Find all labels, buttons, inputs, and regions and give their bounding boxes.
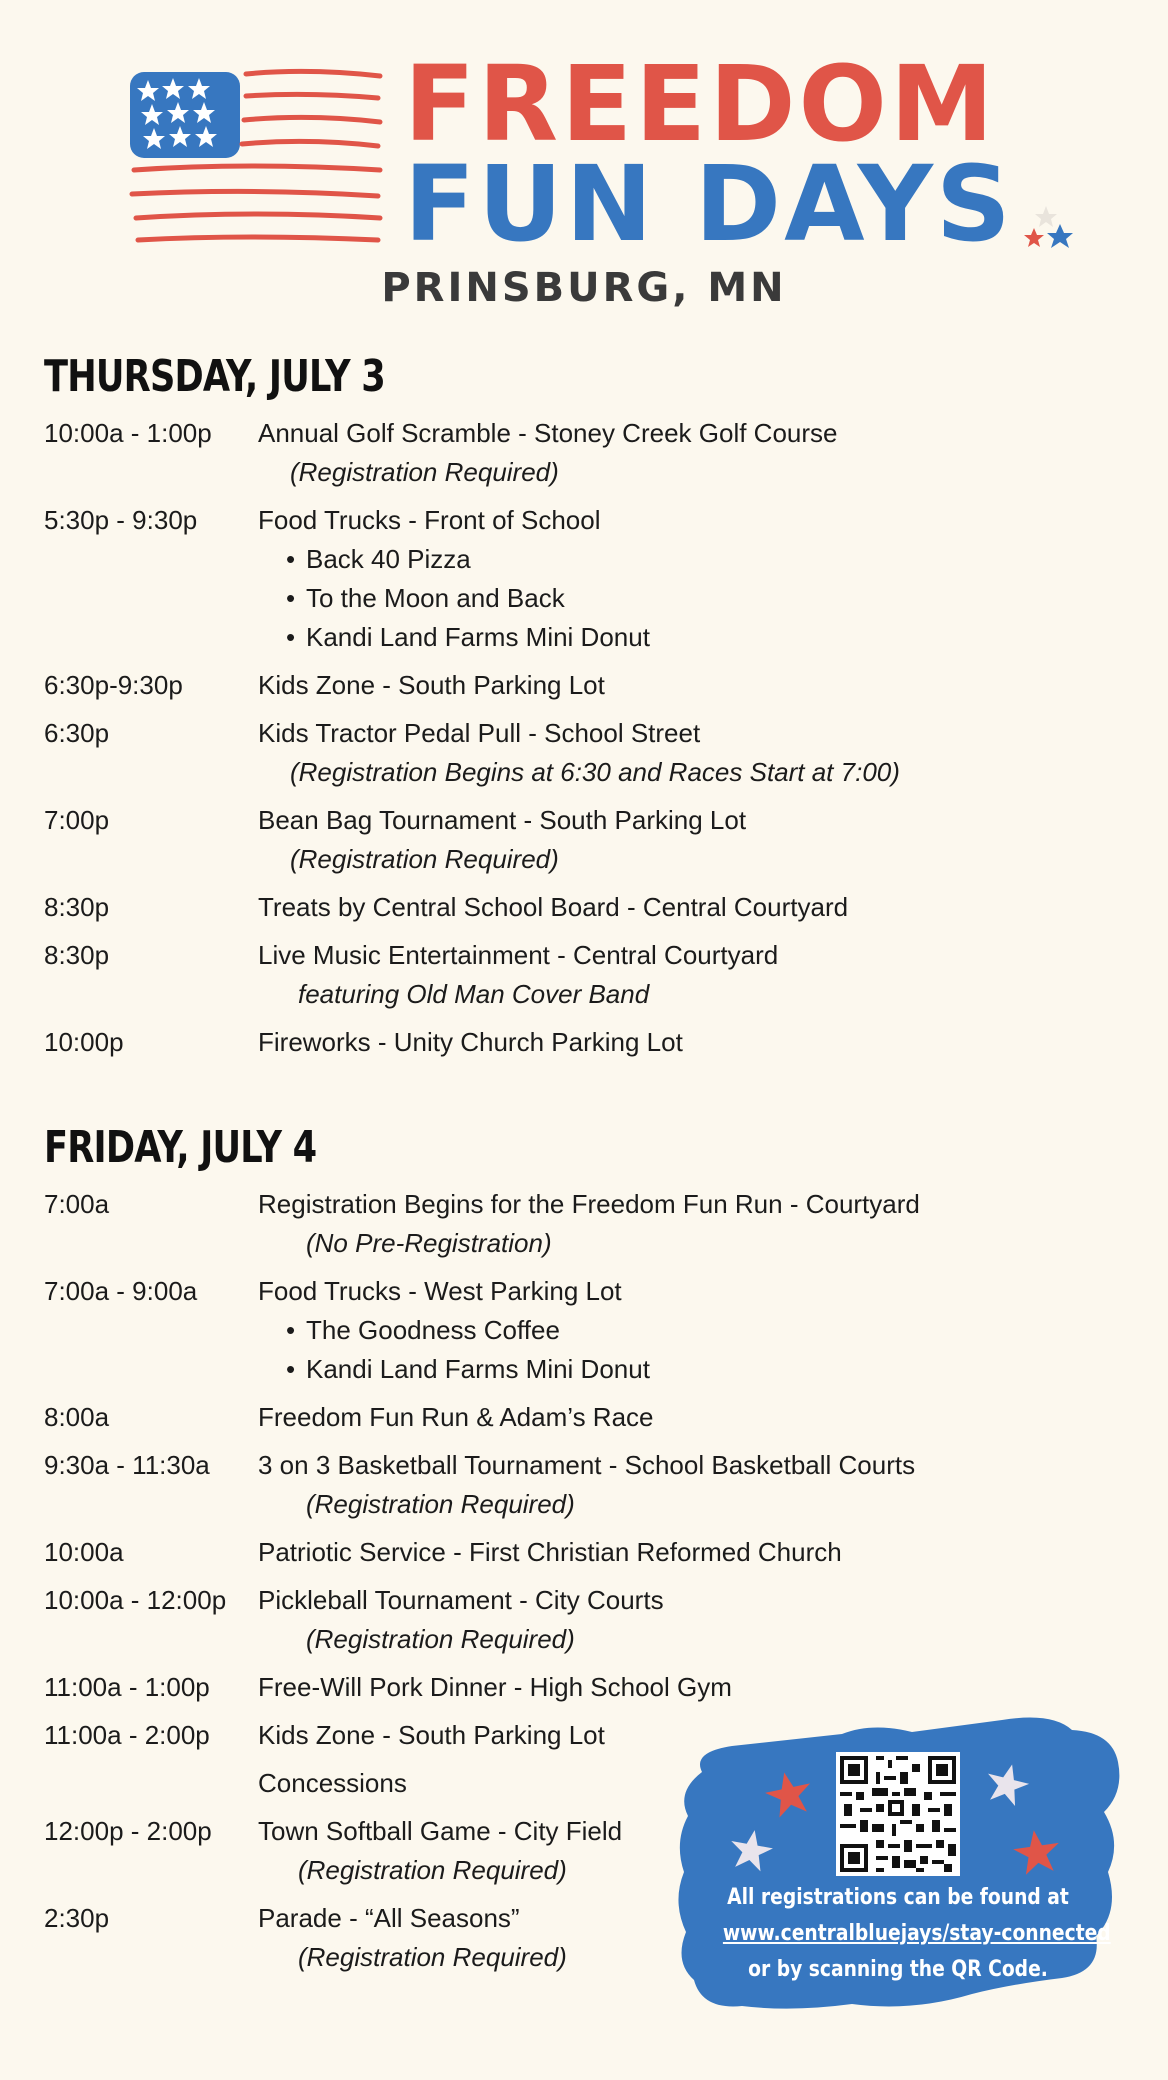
header [0,0,1168,330]
star-icon [728,1828,774,1874]
event-note: (Registration Required) [298,1855,567,1885]
schedule-row [44,501,1104,657]
schedule-row [44,801,1104,879]
event-title: Parade - “All Seasons” [258,1903,520,1933]
schedule-row [44,414,1104,492]
location-label: PRINSBURG, MN [381,265,787,311]
list-item: • The Goodness Coffee [306,1311,1104,1350]
schedule-row [44,1668,1104,1707]
stars-icon [1020,200,1080,260]
event-title: Patriotic Service - First Christian Reformed Church [258,1537,842,1567]
list-item: • Back 40 Pizza [306,540,1104,579]
event-time: 10:00a [44,1537,124,1567]
promo-line: or by scanning the QR Code. [748,1957,1048,1982]
schedule-row [44,1581,1104,1659]
registration-promo [672,1712,1124,2016]
registration-link[interactable]: www.centralbluejays/stay-connected [722,1921,1111,1946]
list-item: • Kandi Land Farms Mini Donut [306,618,1104,657]
list-item: • Kandi Land Farms Mini Donut [306,1350,1104,1389]
event-note: (Registration Required) [306,1489,575,1519]
event-title: Food Trucks - Front of School [258,505,601,535]
event-title: Freedom Fun Run & Adam’s Race [258,1402,654,1432]
food-truck-list [258,1311,1104,1389]
event-note: (Registration Required) [298,1942,567,1972]
event-time: 7:00p [44,805,110,835]
food-truck-list [258,540,1104,657]
event-title: Annual Golf Scramble - Stoney Creek Golf Course [258,418,838,448]
event-time: 11:00a - 2:00p [44,1720,210,1750]
event-note: (Registration Required) [290,844,559,874]
event-time: 7:00a - 9:00a [44,1276,198,1306]
event-title: Kids Zone - South Parking Lot [258,1720,605,1750]
event-time: 10:00a - 12:00p [44,1585,227,1615]
schedule-row [44,1446,1104,1524]
event-time: 2:30p [44,1903,110,1933]
event-time: 12:00p - 2:00p [44,1816,212,1846]
qr-code[interactable] [836,1752,960,1876]
event-title: Fireworks - Unity Church Parking Lot [258,1027,683,1057]
event-note: (Registration Required) [306,1624,575,1654]
schedule-row [44,1398,1104,1437]
schedule-row [44,936,1104,1014]
day-heading-thursday: THURSDAY, JULY 3 [44,351,385,402]
event-time: 11:00a - 1:00p [44,1672,210,1702]
event-time: 10:00p [44,1027,124,1057]
star-icon [764,1770,814,1820]
thursday-schedule [44,414,1104,1071]
event-note: (Registration Begins at 6:30 and Races Start at 7:00) [290,757,900,787]
event-time: 9:30a - 11:30a [44,1450,210,1480]
flag-icon [128,66,384,246]
schedule-row [44,666,1104,705]
event-time: 8:30p [44,892,110,922]
event-title: Pickleball Tournament - City Courts [258,1585,664,1615]
event-title: Treats by Central School Board - Central Courtyard [258,892,849,922]
event-note: (No Pre-Registration) [306,1228,552,1258]
event-title: Free-Will Pork Dinner - High School Gym [258,1672,732,1702]
event-title: Registration Begins for the Freedom Fun Run - Courtyard [258,1189,920,1219]
event-title: Kids Tractor Pedal Pull - School Street [258,718,701,748]
event-time: 6:30p [44,718,110,748]
schedule-row [44,888,1104,927]
schedule-row [44,714,1104,792]
event-time: 8:00a [44,1402,110,1432]
event-title: Food Trucks - West Parking Lot [258,1276,622,1306]
star-icon [1012,1828,1062,1878]
schedule-row [44,1185,1104,1263]
event-title: Bean Bag Tournament - South Parking Lot [258,805,747,835]
event-time: 8:30p [44,940,110,970]
event-title: Kids Zone - South Parking Lot [258,670,605,700]
event-title: Town Softball Game - City Field [258,1816,623,1846]
event-time: 5:30p - 9:30p [44,505,198,535]
schedule-row [44,1533,1104,1572]
event-title: Live Music Entertainment - Central Courtyard [258,940,779,970]
event-time: 10:00a - 1:00p [44,418,212,448]
title-freedom: FREEDOM [404,43,997,165]
event-time: 6:30p-9:30p [44,670,183,700]
day-heading-friday: FRIDAY, JULY 4 [44,1122,317,1173]
promo-text [722,1880,1111,1988]
list-item: • To the Moon and Back [306,579,1104,618]
title-fun-days: FUN DAYS [404,143,1014,265]
qr-code-icon [836,1752,960,1876]
promo-line: All registrations can be found at [727,1885,1069,1910]
event-note: featuring Old Man Cover Band [298,979,650,1009]
star-icon [984,1762,1030,1808]
schedule-row [44,1023,1104,1062]
event-note: (Registration Required) [290,457,559,487]
event-time: 7:00a [44,1189,110,1219]
event-extra: Concessions [258,1768,407,1798]
schedule-row [44,1272,1104,1389]
event-title: 3 on 3 Basketball Tournament - School Basketball Courts [258,1450,916,1480]
